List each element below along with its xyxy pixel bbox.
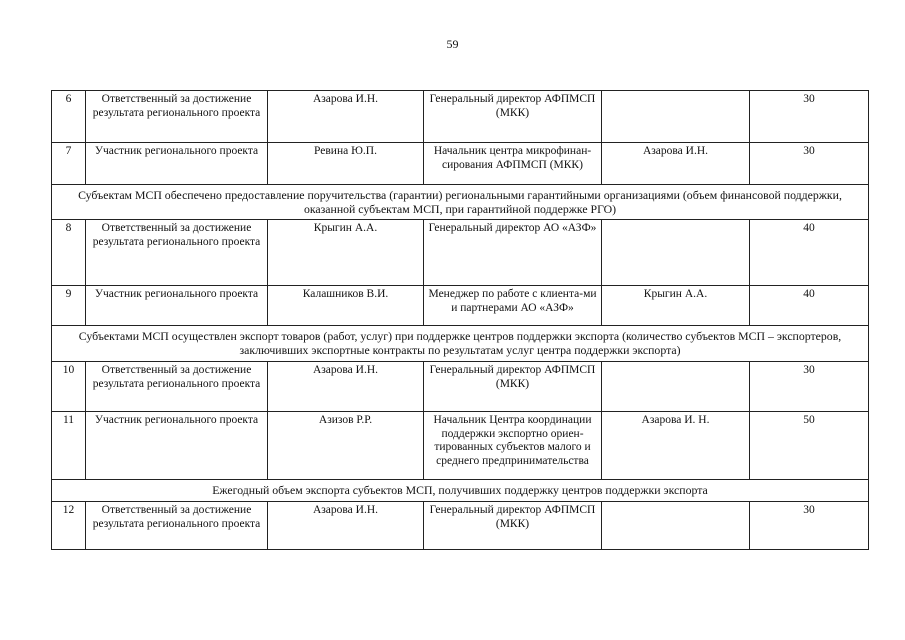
table-row xyxy=(52,143,869,185)
section-row xyxy=(52,480,869,502)
row-number: 7 xyxy=(52,143,86,185)
section-heading: Субъектами МСП осуществлен экспорт товаров (работ, услуг) при поддержке центров поддержки экспорта (количество субъектов МСП – экспортеров, заключивших экспортные контракты по результатам услуг центра поддержки экспорта) xyxy=(52,326,869,362)
role-cell: Ответственный за достижение результата регионального проекта xyxy=(86,91,268,143)
table-row xyxy=(52,412,869,480)
load-cell: 50 xyxy=(750,412,869,480)
row-number: 11 xyxy=(52,412,86,480)
table-row xyxy=(52,362,869,412)
name-cell: Калашников В.И. xyxy=(268,286,424,326)
supervisor-cell xyxy=(602,362,750,412)
load-cell: 30 xyxy=(750,362,869,412)
supervisor-cell: Азарова И.Н. xyxy=(602,143,750,185)
page-number: 59 xyxy=(446,37,459,51)
load-cell: 40 xyxy=(750,220,869,286)
position-cell: Начальник центра микрофинан-сирования АФПМСП (МКК) xyxy=(424,143,602,185)
role-cell: Участник регионального проекта xyxy=(86,412,268,480)
position-cell: Начальник Центра координации поддержки экспортно ориен-тированных субъектов малого и среднего предпринимательства xyxy=(424,412,602,480)
position-cell: Генеральный директор АФПМСП (МКК) xyxy=(424,362,602,412)
row-number: 6 xyxy=(52,91,86,143)
table-row xyxy=(52,220,869,286)
section-row xyxy=(52,185,869,220)
table-row xyxy=(52,91,869,143)
supervisor-cell xyxy=(602,502,750,550)
table-row xyxy=(52,286,869,326)
section-heading: Ежегодный объем экспорта субъектов МСП, получивших поддержку центров поддержки экспорта xyxy=(52,480,869,502)
role-cell: Участник регионального проекта xyxy=(86,143,268,185)
supervisor-cell xyxy=(602,220,750,286)
role-cell: Участник регионального проекта xyxy=(86,286,268,326)
role-cell: Ответственный за достижение результата регионального проекта xyxy=(86,362,268,412)
row-number: 8 xyxy=(52,220,86,286)
responsibility-table xyxy=(51,90,869,550)
name-cell: Ревина Ю.П. xyxy=(268,143,424,185)
load-cell: 30 xyxy=(750,143,869,185)
name-cell: Азарова И.Н. xyxy=(268,91,424,143)
role-cell: Ответственный за достижение результата регионального проекта xyxy=(86,502,268,550)
load-cell: 30 xyxy=(750,91,869,143)
position-cell: Генеральный директор АФПМСП (МКК) xyxy=(424,91,602,143)
name-cell: Азизов Р.Р. xyxy=(268,412,424,480)
supervisor-cell: Азарова И. Н. xyxy=(602,412,750,480)
row-number: 10 xyxy=(52,362,86,412)
position-cell: Менеджер по работе с клиента-ми и партнерами АО «АЗФ» xyxy=(424,286,602,326)
name-cell: Азарова И.Н. xyxy=(268,362,424,412)
supervisor-cell: Крыгин А.А. xyxy=(602,286,750,326)
row-number: 9 xyxy=(52,286,86,326)
section-row xyxy=(52,326,869,362)
load-cell: 40 xyxy=(750,286,869,326)
load-cell: 30 xyxy=(750,502,869,550)
supervisor-cell xyxy=(602,91,750,143)
table-row xyxy=(52,502,869,550)
position-cell: Генеральный директор АО «АЗФ» xyxy=(424,220,602,286)
position-cell: Генеральный директор АФПМСП (МКК) xyxy=(424,502,602,550)
row-number: 12 xyxy=(52,502,86,550)
name-cell: Крыгин А.А. xyxy=(268,220,424,286)
name-cell: Азарова И.Н. xyxy=(268,502,424,550)
section-heading: Субъектам МСП обеспечено предоставление поручительства (гарантии) региональными гарантийными организациями (объем финансовой поддержки, оказанной субъектам МСП, при гарантийной поддержке РГО) xyxy=(52,185,869,220)
role-cell: Ответственный за достижение результата регионального проекта xyxy=(86,220,268,286)
